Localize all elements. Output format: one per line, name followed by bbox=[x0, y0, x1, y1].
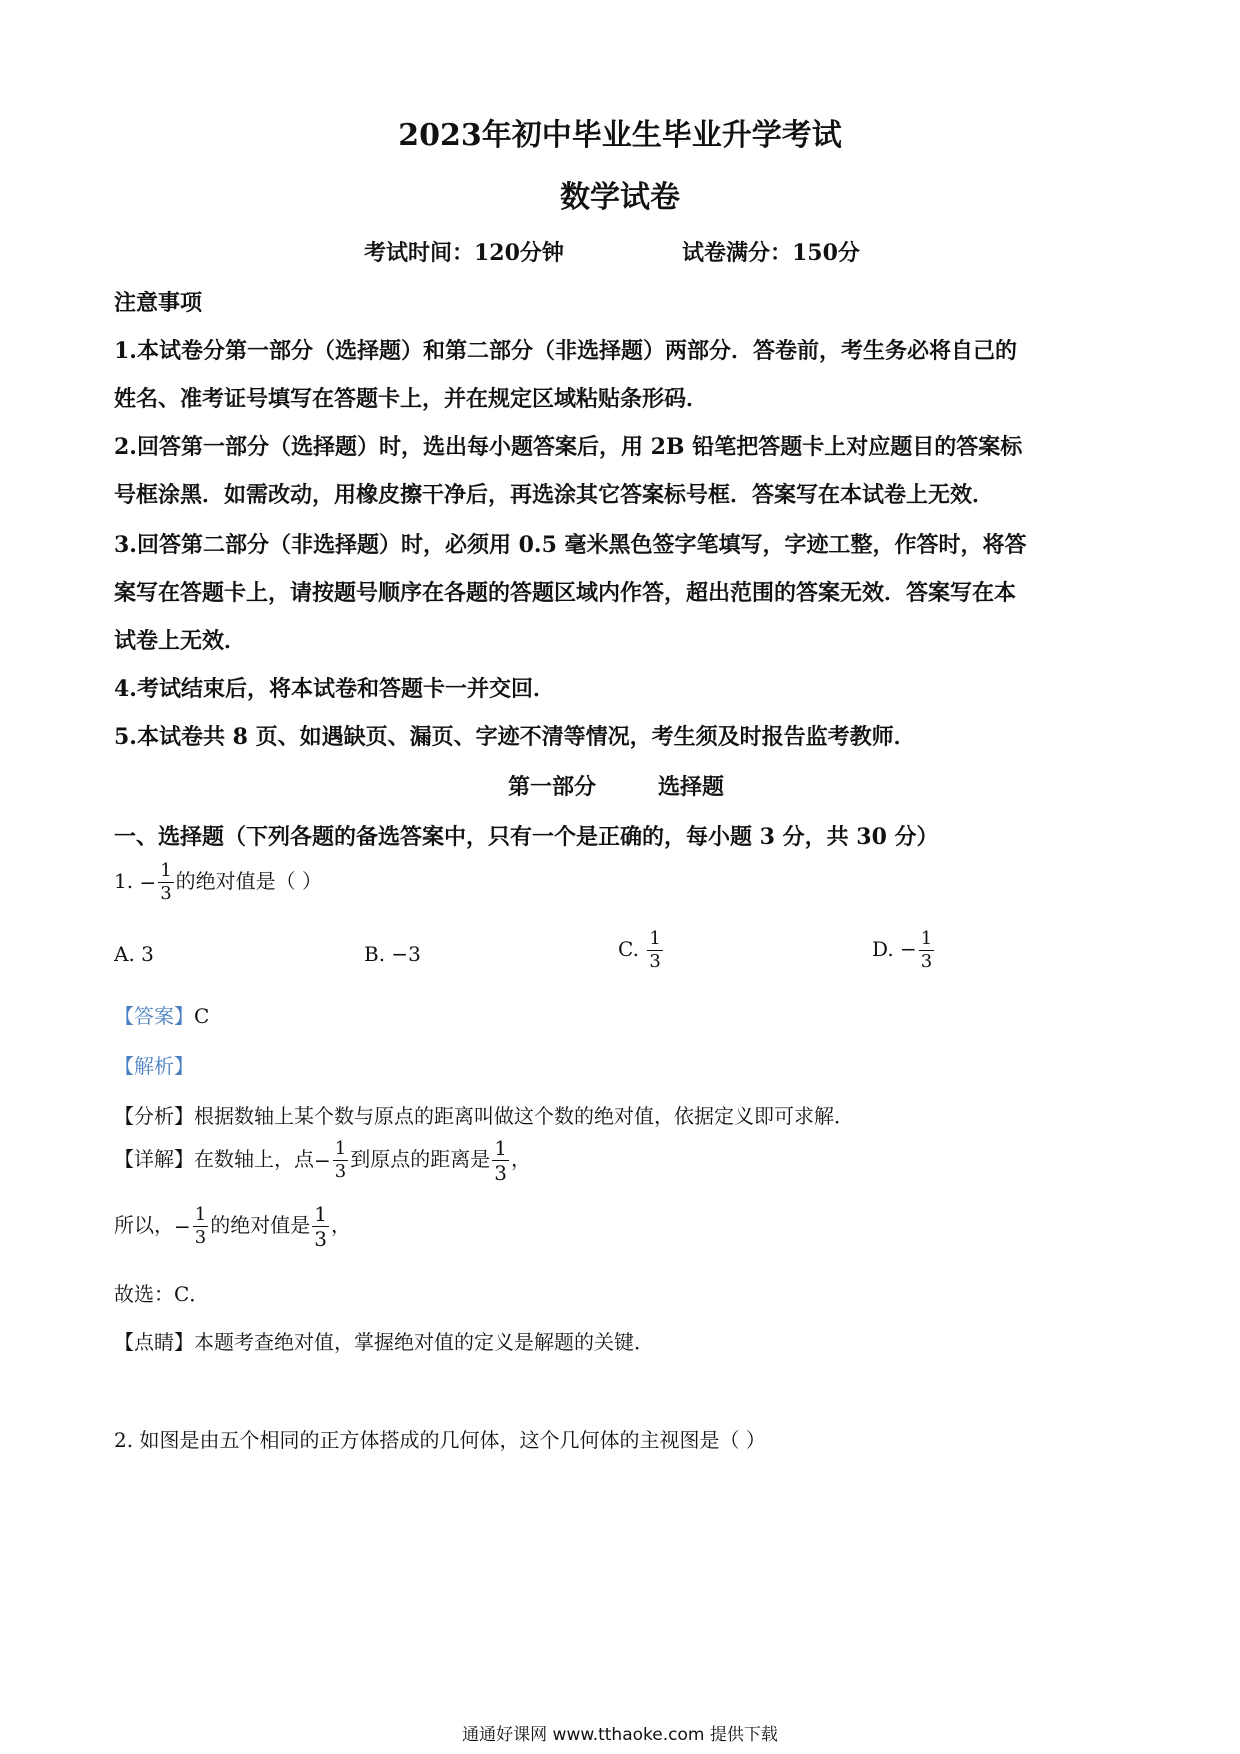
xiangjie-tag: 【详解】 bbox=[114, 1147, 194, 1171]
suoyi-text: 的绝对值是 bbox=[210, 1213, 311, 1237]
fraction-numerator: 1 bbox=[920, 928, 933, 949]
fraction-numerator: 1 bbox=[314, 1202, 327, 1226]
notice-line: 号框涂黑．如需改动，用橡皮擦干净后，再选涂其它答案标号框．答案写在本试卷上无效． bbox=[114, 482, 995, 508]
comma: ， bbox=[510, 1147, 531, 1171]
xiangjie-text: 到原点的距离是 bbox=[350, 1147, 491, 1171]
suoyi-text: 所以， bbox=[114, 1213, 174, 1237]
fraction-numerator: 1 bbox=[194, 1204, 207, 1225]
xiangjie-line bbox=[114, 1138, 531, 1183]
answer-line bbox=[114, 1000, 209, 1029]
question-2: 2. 如图是由五个相同的正方体搭成的几何体，这个几何体的主视图是（ ） bbox=[114, 1428, 766, 1452]
fraction-denominator: 3 bbox=[314, 1227, 327, 1251]
comma: ， bbox=[330, 1213, 351, 1237]
minus-sign: − bbox=[314, 1148, 331, 1173]
fraction bbox=[158, 862, 173, 903]
notice-line: 5.本试卷共 8 页、如遇缺页、漏页、字迹不清等情况，考生须及时报告监考教师． bbox=[114, 724, 916, 750]
section-heading: 一、选择题（下列各题的备选答案中，只有一个是正确的，每小题 3 分，共 30 分） bbox=[114, 824, 939, 850]
notice-line: 试卷上无效． bbox=[114, 628, 247, 654]
notice-line: 2.回答第一部分（选择题）时，选出每小题答案后，用 2B 铅笔把答题卡上对应题目的答案标 bbox=[114, 434, 1023, 460]
fraction-denominator: 3 bbox=[194, 1227, 207, 1248]
dianjing-line bbox=[114, 1326, 654, 1355]
part-label: 第一部分 bbox=[508, 774, 597, 800]
question-stem: 的绝对值是（ ） bbox=[175, 869, 323, 893]
part-name: 选择题 bbox=[658, 774, 725, 800]
fraction bbox=[193, 1206, 208, 1247]
notice-heading: 注意事项 bbox=[114, 290, 203, 316]
option-d bbox=[872, 930, 936, 971]
fraction bbox=[492, 1138, 509, 1183]
notice-line: 3.回答第二部分（非选择题）时，必须用 0.5 毫米黑色签字笔填写，字迹工整，作答时，将答 bbox=[114, 532, 1027, 558]
answer-tag: 【答案】 bbox=[114, 1004, 194, 1028]
fraction-numerator: 1 bbox=[649, 928, 661, 949]
option-c bbox=[618, 930, 665, 971]
option-b: B. −3 bbox=[364, 942, 421, 966]
fraction bbox=[312, 1204, 329, 1249]
fenxi-tag: 【分析】 bbox=[114, 1104, 194, 1128]
exam-score: 试卷满分：150分 bbox=[682, 240, 860, 266]
fraction bbox=[333, 1140, 348, 1181]
guxuan-line: 故选：C． bbox=[114, 1282, 210, 1306]
option-a: A. 3 bbox=[114, 942, 154, 966]
fraction-denominator: 3 bbox=[160, 883, 172, 904]
question-number: 1. bbox=[114, 869, 134, 893]
dianjing-tag: 【点睛】 bbox=[114, 1330, 194, 1354]
fraction bbox=[647, 930, 662, 971]
fraction-denominator: 3 bbox=[334, 1161, 347, 1182]
analysis-tag: 【解析】 bbox=[114, 1054, 194, 1078]
fraction-numerator: 1 bbox=[160, 860, 172, 881]
notice-line: 案写在答题卡上，请按题号顺序在各题的答题区域内作答，超出范围的答案无效．答案写在本 bbox=[114, 580, 1017, 606]
dianjing-text: 本题考查绝对值，掌握绝对值的定义是解题的关键． bbox=[194, 1330, 654, 1354]
minus-sign: − bbox=[174, 1214, 191, 1239]
minus-sign: − bbox=[139, 870, 157, 895]
fraction-numerator: 1 bbox=[494, 1136, 507, 1160]
option-c-prefix: C. bbox=[618, 937, 639, 961]
suoyi-line bbox=[114, 1204, 351, 1249]
option-d-prefix: D. − bbox=[872, 937, 917, 961]
xiangjie-text: 在数轴上，点 bbox=[194, 1147, 314, 1171]
fenxi-line bbox=[114, 1100, 854, 1129]
notice-line: 4.考试结束后，将本试卷和答题卡一并交回． bbox=[114, 676, 555, 702]
fraction-denominator: 3 bbox=[649, 951, 661, 972]
exam-time: 考试时间：120分钟 bbox=[364, 240, 564, 266]
exam-subtitle: 数学试卷 bbox=[560, 180, 680, 215]
fenxi-text: 根据数轴上某个数与原点的距离叫做这个数的绝对值，依据定义即可求解． bbox=[194, 1104, 854, 1128]
question-1 bbox=[114, 862, 322, 903]
fraction-numerator: 1 bbox=[334, 1138, 347, 1159]
fraction-denominator: 3 bbox=[494, 1161, 507, 1185]
fraction bbox=[919, 930, 934, 971]
answer-value: C bbox=[194, 1004, 210, 1028]
fraction-denominator: 3 bbox=[920, 951, 933, 972]
notice-line: 1.本试卷分第一部分（选择题）和第二部分（非选择题）两部分．答卷前，考生务必将自己的 bbox=[114, 338, 1017, 364]
exam-title: 2023年初中毕业生毕业升学考试 bbox=[398, 118, 842, 153]
notice-line: 姓名、准考证号填写在答题卡上，并在规定区域粘贴条形码． bbox=[114, 386, 709, 412]
page-footer: 通通好课网 www.tthaoke.com 提供下载 bbox=[462, 1725, 778, 1745]
